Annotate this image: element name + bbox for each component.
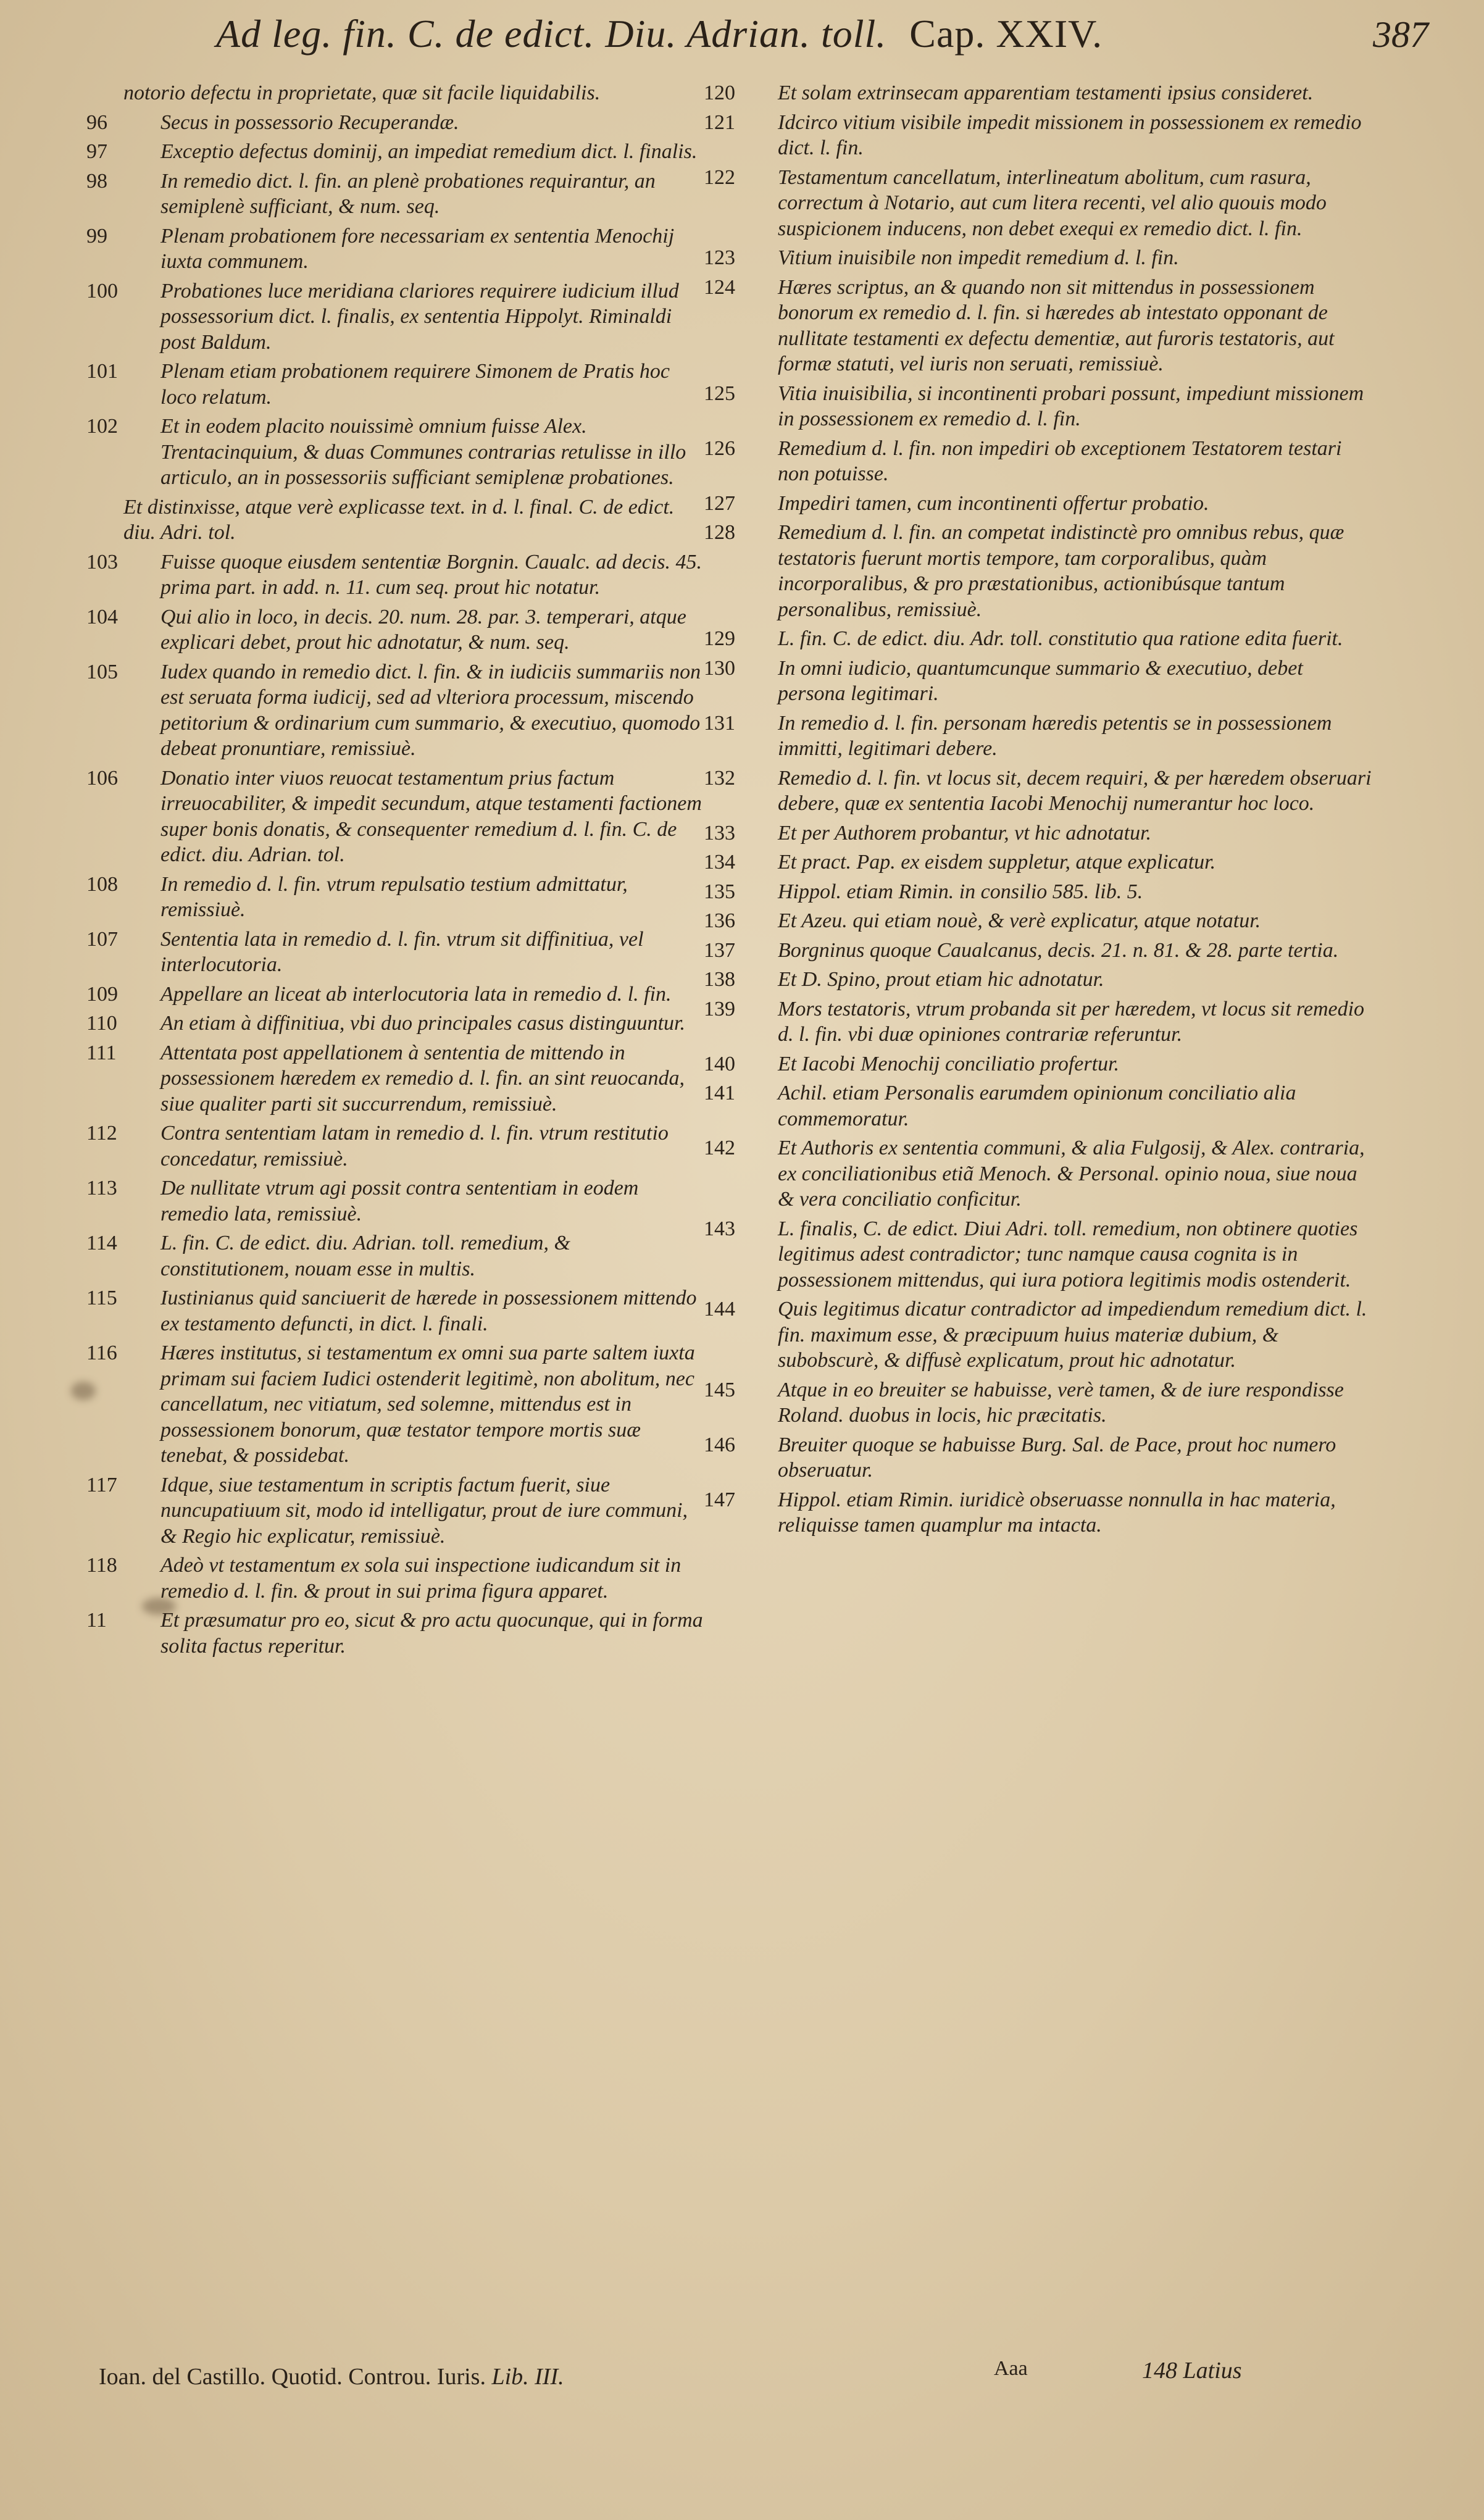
index-entry — [704, 626, 1374, 652]
entry-number: 130 — [704, 656, 735, 680]
entry-number: 141 — [704, 1082, 735, 1104]
entry-text: Attentata post appellationem à sententia de mittendo in possessionem hæredem ex remedio d. l. fin. an sint reuocanda, siue qualiter parti sit succurrendum, remissiuè. — [160, 1041, 685, 1116]
index-entry — [704, 1432, 1374, 1483]
index-entry — [86, 139, 704, 165]
index-entry — [704, 1296, 1374, 1374]
entry-number: 144 — [704, 1298, 735, 1320]
entry-text: In remedio dict. l. fin. an plenè probationes requirantur, an semiplenè sufficiant, & num. seq. — [160, 169, 656, 218]
index-entry — [86, 359, 704, 410]
index-entry — [704, 1377, 1374, 1429]
entry-text: Quis legitimus dicatur contradictor ad impediendum remedium dict. l. fin. maximum esse, & præcipuum huius materiæ dubium, & subobscurè, & diffusè explicatum, prout hic adnotatur. — [778, 1298, 1367, 1372]
index-entry — [704, 996, 1374, 1048]
entry-number: 136 — [704, 909, 735, 932]
index-entry — [704, 381, 1374, 432]
entry-text: Et pract. Pap. ex eisdem suppletur, atque explicatur. — [778, 851, 1216, 874]
entry-text: notorio defectu in proprietate, quæ sit facile liquidabilis. — [123, 81, 601, 104]
entry-text: Qui alio in loco, in decis. 20. num. 28. par. 3. temperari, atque explicari debet, prout hic adnotatur, & num. seq. — [160, 605, 686, 654]
entry-text: Plenam probationem fore necessariam ex sententia Menochij iuxta communem. — [160, 224, 675, 273]
index-entry — [86, 1340, 704, 1469]
index-entry — [704, 879, 1374, 905]
index-entry — [704, 849, 1374, 875]
entry-text: Appellare an liceat ab interlocutoria lata in remedio d. l. fin. — [160, 982, 672, 1006]
index-entry — [86, 1472, 704, 1550]
entry-text: Contra sententiam latam in remedio d. l. fin. vtrum restitutio concedatur, remissiuè. — [160, 1122, 669, 1170]
index-entry — [704, 520, 1374, 622]
index-entry — [86, 1120, 704, 1172]
entry-number: 101 — [86, 360, 118, 383]
entry-number: 116 — [86, 1341, 117, 1364]
entry-text: In remedio d. l. fin. personam hæredis petentis se in possessionem immitti, legitimari debere. — [778, 711, 1332, 760]
entry-text: Borgninus quoque Caualcanus, decis. 21. n. 81. & 28. parte tertia. — [778, 938, 1339, 962]
index-entry — [704, 110, 1374, 161]
entry-number: 139 — [704, 997, 735, 1020]
entry-text: Et Authoris ex sententia communi, & alia Fulgosij, & Alex. contraria, ex conciliationibus etiã Menoch. & Personal. opinio noua, siue noua & vera conciliatio conficitur. — [778, 1137, 1365, 1211]
index-entry — [704, 1135, 1374, 1212]
catchword: 148 Latius — [1142, 2358, 1242, 2384]
entry-number: 99 — [86, 224, 107, 248]
entry-text: Hæres scriptus, an & quando non sit mittendus in possessionem bonorum ex remedio d. l. fin. si hæredes ab intestato opponant de nullitate testamenti ex defectu dementiæ, aut furoris testatoris, aut formæ statuti, vel iuris non seruati, remissiuè. — [778, 275, 1335, 375]
right-column — [704, 80, 1374, 1542]
entry-number: 147 — [704, 1488, 735, 1511]
entry-number: 134 — [704, 851, 735, 874]
index-entry — [86, 1040, 704, 1117]
entry-text: Idcirco vitium visibile impedit missionem in possessionem ex remedio dict. l. fin. — [778, 111, 1362, 159]
index-entry — [86, 659, 704, 762]
entry-text: Adeò vt testamentum ex sola sui inspectione iudicandum sit in remedio d. l. fin. & prout in sui prima figura apparet. — [160, 1554, 682, 1603]
entry-text: Mors testatoris, vtrum probanda sit per hæredem, vt locus sit remedio d. l. fin. vbi duæ opiniones contrariæ referuntur. — [778, 997, 1365, 1046]
entry-text: Vitia inuisibilia, si incontinenti probari possunt, impediunt missionem in possessionem ex remedio d. l. fin. — [778, 382, 1364, 430]
page-number: 387 — [1373, 14, 1428, 55]
entry-number: 146 — [704, 1433, 735, 1456]
index-entry — [704, 1051, 1374, 1077]
index-note — [86, 494, 704, 546]
footer-author: Ioan. del Castillo. Quotid. Controu. Iuris. — [99, 2364, 486, 2390]
entry-number: 137 — [704, 938, 735, 962]
index-entry — [704, 245, 1374, 271]
entry-number: 98 — [86, 169, 107, 193]
entry-number: 118 — [86, 1554, 117, 1577]
entry-text: Remedio d. l. fin. vt locus sit, decem requiri, & per hæredem obseruari debere, quæ ex sententia Iacobi Menochij numerantur hoc loco. — [778, 766, 1372, 815]
entry-number: 138 — [704, 968, 735, 991]
entry-number: 133 — [704, 821, 735, 845]
entry-number: 114 — [86, 1232, 117, 1254]
entry-text: Iudex quando in remedio dict. l. fin. & in iudiciis summariis non est seruata forma iudicij, sed ad vlteriora processum, miscendo petitorium & ordinarium cum summario, & executiuo, quomodo debeat pronuntiare, remissiuè. — [160, 660, 701, 760]
entry-text: Et præsumatur pro eo, sicut & pro actu quocunque, qui in forma solita factus reperitur. — [160, 1609, 703, 1658]
footer-book: Lib. III. — [491, 2364, 564, 2390]
entry-text: Impediri tamen, cum incontinenti offertur probatio. — [778, 491, 1209, 515]
index-entry — [704, 1080, 1374, 1132]
left-column — [86, 80, 704, 1663]
entry-number: 140 — [704, 1052, 735, 1075]
entry-text: Remedium d. l. fin. non impediri ob exceptionem Testatorem testari non potuisse. — [778, 436, 1342, 485]
entry-text: Et Iacobi Menochij conciliatio profertur. — [778, 1052, 1120, 1075]
entry-number: 132 — [704, 766, 735, 790]
index-entry — [704, 938, 1374, 964]
entry-number: 124 — [704, 275, 735, 299]
entry-number: 143 — [704, 1217, 735, 1240]
entry-number: 100 — [86, 279, 118, 302]
entry-number: 11 — [86, 1609, 107, 1632]
index-entry — [704, 967, 1374, 993]
entry-number: 107 — [86, 927, 118, 951]
entry-text: Vitium inuisibile non impedit remedium d. l. fin. — [778, 246, 1179, 269]
entry-text: Et distinxisse, atque verè explicasse text. in d. l. final. C. de edict. diu. Adri. tol. — [123, 495, 675, 544]
ink-smudge — [71, 1382, 96, 1400]
entry-text: Secus in possessorio Recuperandæ. — [160, 111, 459, 134]
entry-text: In omni iudicio, quantumcunque summario & executiuo, debet persona legitimari. — [778, 656, 1303, 705]
page-footer — [99, 2363, 564, 2390]
entry-text: Hippol. etiam Rimin. iuridicè obseruasse nonnulla in hac materia, reliquisse tamen quamplur ma intacta. — [778, 1488, 1336, 1537]
entry-number: 121 — [704, 111, 735, 134]
entry-text: Fuisse quoque eiusdem sententiæ Borgnin. Caualc. ad decis. 45. prima part. in add. n. 11. cum seq. prout hic notatur. — [160, 550, 702, 599]
entry-text: L. fin. C. de edict. diu. Adr. toll. constitutio qua ratione edita fuerit. — [778, 627, 1343, 650]
entry-number: 113 — [86, 1177, 117, 1200]
entry-text: An etiam à diffinitiua, vbi duo principales casus distinguuntur. — [160, 1012, 685, 1035]
running-head — [216, 11, 1327, 57]
index-entry — [86, 169, 704, 220]
entry-number: 111 — [86, 1041, 117, 1064]
entry-text: Testamentum cancellatum, interlineatum abolitum, cum rasura, correctum à Notario, aut cum litera recenti, vel alio quouis modo suspicionem inducens, non debet exequi ex remedio dict. l. fin. — [778, 165, 1327, 240]
index-entry — [86, 872, 704, 923]
index-entry — [86, 1175, 704, 1227]
index-entry — [86, 1608, 704, 1659]
entry-text: Et D. Spino, prout etiam hic adnotatur. — [778, 968, 1104, 991]
entry-number: 117 — [86, 1473, 117, 1496]
chapter-label: Cap. XXIV. — [909, 12, 1103, 56]
entry-number: 96 — [86, 111, 107, 134]
entry-number: 102 — [86, 415, 118, 438]
index-entry — [86, 110, 704, 136]
index-entry — [86, 223, 704, 275]
index-entry — [704, 80, 1374, 106]
entry-number: 129 — [704, 627, 735, 650]
entry-number: 127 — [704, 491, 735, 515]
entry-number: 97 — [86, 140, 107, 163]
index-entry — [86, 1285, 704, 1337]
entry-text: De nullitate vtrum agi possit contra sententiam in eodem remedio lata, remissiuè. — [160, 1177, 639, 1225]
entry-number: 131 — [704, 711, 735, 735]
index-entry — [704, 1216, 1374, 1293]
entry-number: 145 — [704, 1378, 735, 1401]
index-entry — [86, 278, 704, 356]
index-entry — [86, 604, 704, 656]
entry-text: Donatio inter viuos reuocat testamentum prius factum irreuocabiliter, & impedit secundum, atque testamenti factionem super bonis donatis, & consequenter remedium d. l. fin. C. de edict. diu. Adrian. tol. — [160, 766, 702, 866]
entry-text: Et Azeu. qui etiam nouè, & verè explicatur, atque notatur. — [778, 909, 1261, 932]
entry-number: 108 — [86, 872, 118, 896]
entry-number: 104 — [86, 605, 118, 628]
entry-text: Et solam extrinsecam apparentiam testamenti ipsius consideret. — [778, 81, 1314, 104]
index-entry — [704, 1487, 1374, 1538]
index-entry — [704, 436, 1374, 487]
index-entry — [704, 766, 1374, 817]
entry-number: 105 — [86, 660, 118, 683]
index-entry — [704, 908, 1374, 934]
index-entry — [704, 656, 1374, 707]
entry-number: 103 — [86, 550, 118, 574]
entry-number: 128 — [704, 521, 735, 544]
running-head-title: Ad leg. fin. C. de edict. Diu. Adrian. toll. — [216, 12, 887, 56]
entry-number: 106 — [86, 766, 118, 790]
index-entry — [86, 982, 704, 1008]
entry-text: Remedium d. l. fin. an competat indistinctè pro omnibus rebus, quæ testatoris fuerunt mortis tempore, tam corporalibus, quàm incorporalibus, & pro præstationibus, actionibúsque tantum personalibus, remissiuè. — [778, 521, 1344, 621]
entry-number: 109 — [86, 982, 118, 1006]
entry-text: L. fin. C. de edict. diu. Adrian. toll. remedium, & constitutionem, nouam esse in multis. — [160, 1232, 570, 1280]
entry-text: Hæres institutus, si testamentum ex omni sua parte saltem iuxta primam sui faciem Iudici ostenderit legitimè, non abolitum, nec cancellatum, nec vitiatum, sed solemne, mittendus est in possessionem bonorum, quæ testator tempore mortis suæ tenebat, & possidebat. — [160, 1341, 695, 1467]
entry-number: 135 — [704, 880, 735, 903]
entry-text: Probationes luce meridiana clariores requirere iudicium illud possessorium dict. l. finalis, ex sententia Hippolyt. Riminaldi post Baldum. — [160, 279, 679, 354]
index-entry — [86, 927, 704, 978]
entry-number: 123 — [704, 246, 735, 269]
entry-number: 112 — [86, 1122, 117, 1145]
entry-text: Iustinianus quid sanciuerit de hærede in possessionem mittendo ex testamento defuncti, in dict. l. finali. — [160, 1287, 697, 1335]
entry-number: 110 — [86, 1012, 117, 1035]
index-entry — [704, 491, 1374, 517]
index-entry — [86, 766, 704, 868]
entry-number: 122 — [704, 165, 735, 189]
entry-text: Breuiter quoque se habuisse Burg. Sal. de Pace, prout hoc numero obseruatur. — [778, 1433, 1336, 1482]
index-entry — [704, 165, 1374, 242]
index-entry — [86, 414, 704, 491]
entry-text: Exceptio defectus dominij, an impediat remedium dict. l. finalis. — [160, 140, 698, 163]
index-entry — [86, 1011, 704, 1037]
entry-text: Plenam etiam probationem requirere Simonem de Pratis hoc loco relatum. — [160, 360, 670, 409]
entry-text: Et in eodem placito nouissimè omnium fuisse Alex. Trentacinquium, & duas Communes contrarias retulisse in illo articulo, an in possessoriis sufficiant semiplenæ probationes. — [160, 415, 686, 489]
index-entry — [86, 1553, 704, 1604]
entry-number: 115 — [86, 1287, 117, 1309]
entry-text: Et per Authorem probantur, vt hic adnotatur. — [778, 821, 1152, 845]
entry-number: 120 — [704, 81, 735, 104]
signature-mark: Aaa — [994, 2357, 1028, 2380]
index-entry — [704, 275, 1374, 377]
entry-text: Hippol. etiam Rimin. in consilio 585. lib. 5. — [778, 880, 1143, 903]
entry-text: In remedio d. l. fin. vtrum repulsatio testium admittatur, remissiuè. — [160, 872, 628, 921]
entry-text: L. finalis, C. de edict. Diui Adri. toll. remedium, non obtinere quoties legitimus adest contradictor; tunc namque causa cognita is in possessionem mittendus, qui iura potiora legitimis modis ostenderit. — [778, 1217, 1358, 1291]
entry-number: 126 — [704, 436, 735, 460]
entry-text: Idque, siue testamentum in scriptis factum fuerit, siue nuncupatiuum sit, modo id intelligatur, prout de iure communi, & Regio hic explicatur, remissiuè. — [160, 1473, 688, 1548]
index-entry — [704, 711, 1374, 762]
entry-text: Atque in eo breuiter se habuisse, verè tamen, & de iure respondisse Roland. duobus in locis, hic præcitatis. — [778, 1378, 1344, 1427]
entry-text: Achil. etiam Personalis earumdem opinionum conciliatio alia commemoratur. — [778, 1082, 1296, 1130]
entry-number: 125 — [704, 382, 735, 405]
entry-text: Sententia lata in remedio d. l. fin. vtrum sit diffinitiua, vel interlocutoria. — [160, 927, 644, 976]
index-entry — [704, 820, 1374, 846]
index-entry — [86, 549, 704, 601]
entry-number: 142 — [704, 1137, 735, 1159]
index-note — [86, 80, 704, 106]
index-entry — [86, 1230, 704, 1282]
ink-smudge — [142, 1598, 176, 1615]
